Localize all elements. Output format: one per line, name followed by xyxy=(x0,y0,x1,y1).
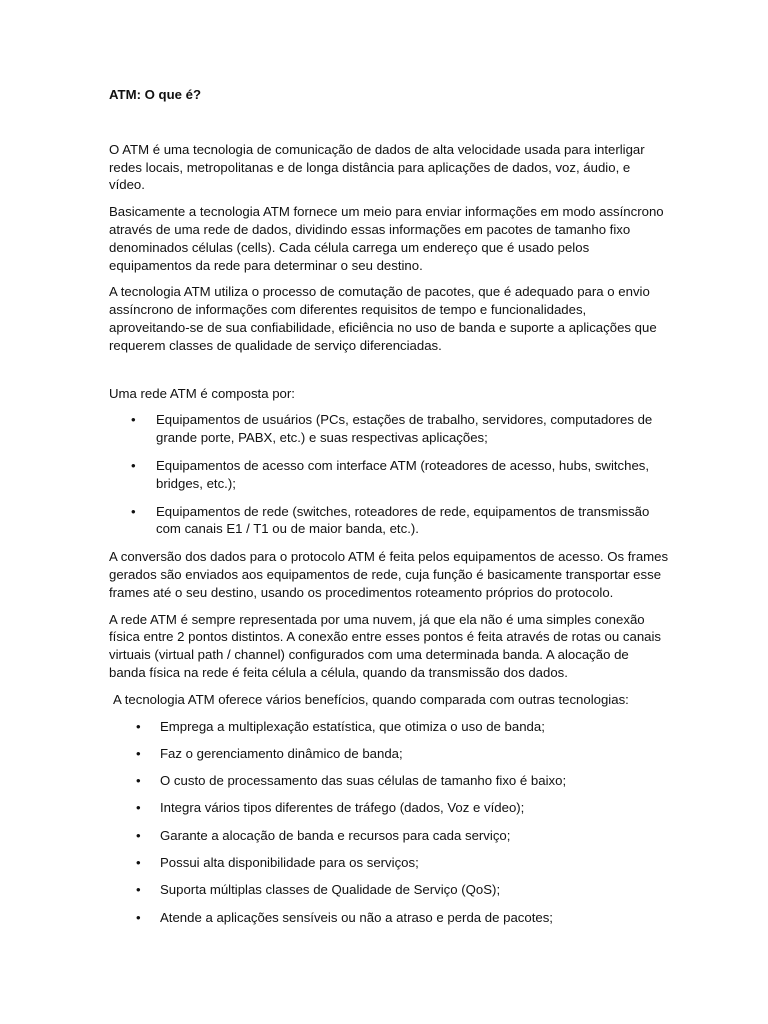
bullet-icon: • xyxy=(131,457,136,473)
list-item xyxy=(109,854,669,872)
bullet-icon: • xyxy=(136,855,141,870)
list-item xyxy=(109,909,669,927)
paragraph-conversion: A conversão dos dados para o protocolo ATM é feita pelos equipamentos de acesso. Os frames gerados são enviados aos equipamentos de rede, cuja função é basicamente transportar esse frames até o seu destino, usando os procedimentos roteamento próprios do protocolo. xyxy=(109,549,669,600)
bullet-icon: • xyxy=(136,909,141,925)
list-item xyxy=(109,457,669,493)
list-item-text: Suporta múltiplas classes de Qualidade de Serviço (QoS); xyxy=(160,882,501,898)
list-item-text: Garante a alocação de banda e recursos para cada serviço; xyxy=(160,827,511,843)
bullet-icon: • xyxy=(136,745,141,761)
bullet-icon: • xyxy=(136,827,141,843)
benefits-intro: A tecnologia ATM oferece vários benefícios, quando comparada com outras tecnologias: xyxy=(113,691,629,707)
paragraph-switching: A tecnologia ATM utiliza o processo de comutação de pacotes, que é adequado para o envio assíncrono de informações com diferentes requisitos de tempo e funcionalidades, aproveitando-se de sua confiabilidade, eficiência no uso de banda e suporte a aplicações que requerem classes de qualidade de serviço diferenciadas. xyxy=(109,284,657,353)
composition-intro: Uma rede ATM é composta por: xyxy=(109,385,295,401)
paragraph-intro: O ATM é uma tecnologia de comunicação de dados de alta velocidade usada para interligar redes locais, metropolitanas e de longa distância para aplicações de dados, voz, áudio, e vídeo. xyxy=(109,141,645,193)
list-item-text: O custo de processamento das suas células de tamanho fixo é baixo; xyxy=(160,773,567,789)
bullet-icon: • xyxy=(136,718,141,734)
bullet-icon: • xyxy=(131,412,136,428)
list-item-text: Possui alta disponibilidade para os serviços; xyxy=(160,855,419,870)
list-item xyxy=(109,411,669,447)
bullet-icon: • xyxy=(131,503,136,519)
list-item-text: Emprega a multiplexação estatística, que otimiza o uso de banda; xyxy=(160,718,545,734)
document-body xyxy=(109,86,669,936)
list-item xyxy=(109,718,669,736)
list-item-text: Faz o gerenciamento dinâmico de banda; xyxy=(160,745,403,761)
list-item xyxy=(109,827,669,845)
document-title: ATM: O que é? xyxy=(109,87,202,102)
list-item-text: Equipamentos de acesso com interface ATM (roteadores de acesso, hubs, switches, bridges, etc.); xyxy=(156,457,650,491)
list-item xyxy=(109,772,669,790)
list-item-text: Equipamentos de usuários (PCs, estações de trabalho, servidores, computadores de grande porte, PABX, etc.) e suas respectivas aplicações; xyxy=(156,412,653,446)
paragraph-cells: Basicamente a tecnologia ATM fornece um meio para enviar informações em modo assíncrono através de uma rede de dados, dividindo essas informações em pacotes de tamanho fixo denominados células (cells). Cada célula carrega um endereço que é usado pelos equipamentos da rede para determinar o seu destino. xyxy=(109,204,664,273)
benefits-list xyxy=(109,718,669,927)
list-item xyxy=(109,799,669,817)
list-item xyxy=(109,745,669,763)
paragraph-cloud: A rede ATM é sempre representada por uma nuvem, já que ela não é uma simples conexão física entre 2 pontos distintos. A conexão entre esses pontos é feita através de rotas ou canais virtuais (virtual path / channel) configurados com uma determinada banda. A alocação de banda física na rede é feita célula a célula, quando da transmissão dos dados. xyxy=(109,611,662,680)
list-item-text: Atende a aplicações sensíveis ou não a atraso e perda de pacotes; xyxy=(160,909,553,925)
list-item-text: Integra vários tipos diferentes de tráfego (dados, Voz e vídeo); xyxy=(160,800,525,816)
composition-list xyxy=(109,411,669,538)
bullet-icon: • xyxy=(136,773,141,789)
bullet-icon: • xyxy=(136,882,141,898)
list-item-text: Equipamentos de rede (switches, roteadores de rede, equipamentos de transmissão com canais E1 / T1 ou de maior banda, etc.). xyxy=(156,503,650,537)
list-item xyxy=(109,881,669,899)
bullet-icon: • xyxy=(136,800,141,816)
list-item xyxy=(109,503,669,539)
